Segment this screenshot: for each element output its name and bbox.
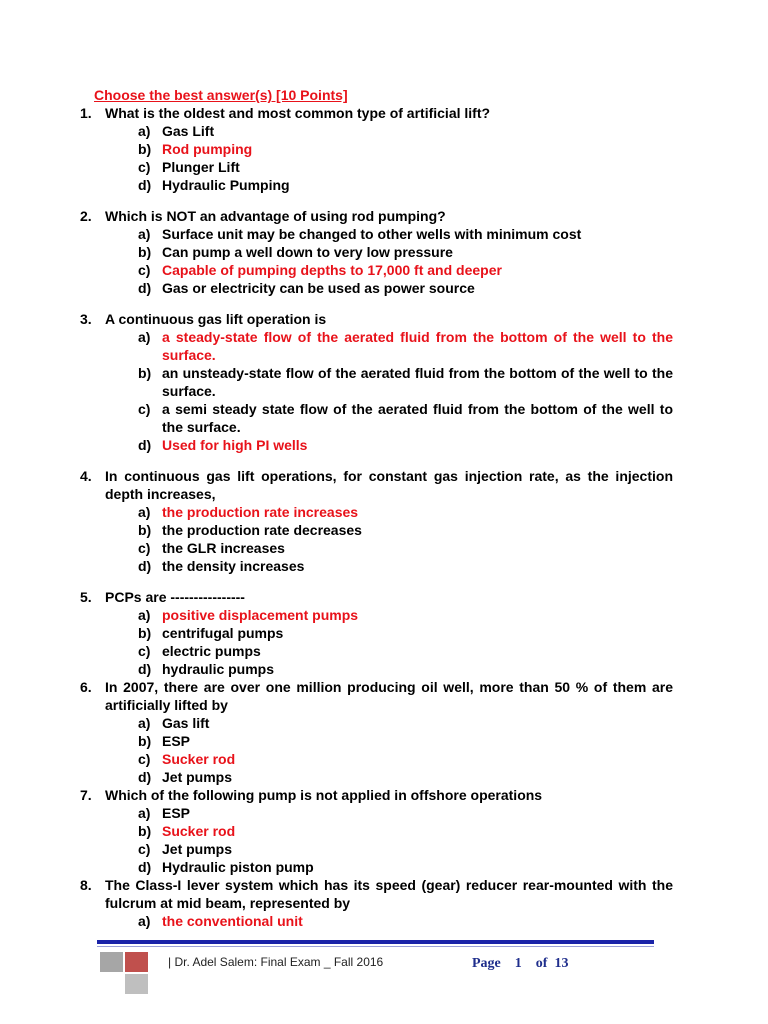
option xyxy=(0,539,673,557)
option xyxy=(0,858,673,876)
option-letter: d) xyxy=(138,769,152,785)
option-correct xyxy=(0,328,673,364)
option-letter: b) xyxy=(138,733,152,749)
option xyxy=(0,364,673,400)
question-text: Which is NOT an advantage of using rod pumping? xyxy=(105,208,446,224)
question-6 xyxy=(0,678,673,714)
question-number: 6. xyxy=(80,679,92,695)
option-letter: d) xyxy=(138,280,152,296)
question-5 xyxy=(0,588,673,606)
option-text: a semi steady state flow of the aerated fluid from the bottom of the well to the surface. xyxy=(162,401,673,435)
option-list xyxy=(0,804,768,876)
option xyxy=(0,624,673,642)
option-correct xyxy=(0,436,673,454)
option-text: the production rate decreases xyxy=(162,522,362,538)
option-text: Can pump a well down to very low pressure xyxy=(162,244,453,260)
option-text: Capable of pumping depths to 17,000 ft and deeper xyxy=(162,262,502,278)
option-text: electric pumps xyxy=(162,643,261,659)
option-correct xyxy=(0,503,673,521)
question-list xyxy=(0,104,768,930)
question-number: 7. xyxy=(80,787,92,803)
option-list xyxy=(0,503,768,575)
question-text: In 2007, there are over one million producing oil well, more than 50 % of them are artificially lifted by xyxy=(105,679,673,713)
option-text: Jet pumps xyxy=(162,841,233,857)
option-text: a steady-state flow of the aerated fluid from the bottom of the well to the surface. xyxy=(162,329,673,363)
question-text: Which of the following pump is not applied in offshore operations xyxy=(105,787,543,803)
option-letter: c) xyxy=(138,643,151,659)
question-text: PCPs are ---------------- xyxy=(105,589,245,605)
option-correct xyxy=(0,261,673,279)
option xyxy=(0,225,673,243)
option-letter: b) xyxy=(138,244,152,260)
option-text: Used for high PI wells xyxy=(162,437,308,453)
option xyxy=(0,660,673,678)
option-text: ESP xyxy=(162,805,191,821)
option-list xyxy=(0,714,768,786)
option-text: ESP xyxy=(162,733,191,749)
page-word: Page xyxy=(472,956,501,971)
option-list xyxy=(0,606,768,678)
option-text: the density increases xyxy=(162,558,305,574)
option xyxy=(0,279,673,297)
option xyxy=(0,122,673,140)
option-letter: b) xyxy=(138,823,152,839)
option-text: the GLR increases xyxy=(162,540,285,556)
option-text: Gas Lift xyxy=(162,123,215,139)
option-letter: c) xyxy=(138,841,151,857)
question-number: 4. xyxy=(80,468,92,484)
question-number: 1. xyxy=(80,105,92,121)
question-number: 8. xyxy=(80,877,92,893)
exam-page xyxy=(0,86,768,930)
option-letter: b) xyxy=(138,522,152,538)
option-text: positive displacement pumps xyxy=(162,607,359,623)
option-letter: b) xyxy=(138,365,152,381)
option-correct xyxy=(0,750,673,768)
option-text: Jet pumps xyxy=(162,769,233,785)
option-correct xyxy=(0,606,673,624)
option-list xyxy=(0,122,768,194)
option xyxy=(0,557,673,575)
page-of: of xyxy=(535,956,548,971)
question-8 xyxy=(0,876,673,912)
option-letter: a) xyxy=(138,607,151,623)
option-letter: b) xyxy=(138,625,152,641)
option-text: Gas or electricity can be used as power source xyxy=(162,280,475,296)
page-current: 1 xyxy=(514,956,522,971)
footer-square-red xyxy=(125,952,148,972)
question-3 xyxy=(0,310,673,328)
option-text: Surface unit may be changed to other wells with minimum cost xyxy=(162,226,582,242)
question-spacer xyxy=(0,575,768,588)
option-text: Rod pumping xyxy=(162,141,253,157)
option xyxy=(0,768,673,786)
question-2 xyxy=(0,207,673,225)
question-number: 2. xyxy=(80,208,92,224)
option-list xyxy=(0,225,768,297)
section-title: Choose the best answer(s) [10 Points] xyxy=(94,87,348,103)
option-letter: d) xyxy=(138,437,152,453)
option xyxy=(0,521,673,539)
footer-rule-thin xyxy=(97,946,654,947)
option-list xyxy=(0,912,768,930)
option xyxy=(0,840,673,858)
question-1 xyxy=(0,104,673,122)
question-4 xyxy=(0,467,673,503)
option xyxy=(0,400,673,436)
option-text: centrifugal pumps xyxy=(162,625,284,641)
question-text: In continuous gas lift operations, for constant gas injection rate, as the injection depth increases, xyxy=(105,468,673,502)
page-total: 13 xyxy=(554,956,569,971)
question-spacer xyxy=(0,454,768,467)
option xyxy=(0,243,673,261)
question-text: A continuous gas lift operation is xyxy=(105,311,327,327)
question-number: 3. xyxy=(80,311,92,327)
option-correct xyxy=(0,822,673,840)
page-number xyxy=(472,956,568,972)
option-text: Sucker rod xyxy=(162,751,236,767)
option-letter: a) xyxy=(138,226,151,242)
option-text: Sucker rod xyxy=(162,823,236,839)
option-list xyxy=(0,328,768,454)
option-text: an unsteady-state flow of the aerated fluid from the bottom of the well to the surface. xyxy=(162,365,673,399)
option-letter: a) xyxy=(138,123,151,139)
option-text: the conventional unit xyxy=(162,913,303,929)
question-7 xyxy=(0,786,673,804)
option xyxy=(0,158,673,176)
option xyxy=(0,714,673,732)
option-letter: c) xyxy=(138,159,151,175)
option-letter: a) xyxy=(138,329,151,345)
option-letter: d) xyxy=(138,859,152,875)
option xyxy=(0,804,673,822)
question-spacer xyxy=(0,194,768,207)
option-letter: c) xyxy=(138,540,151,556)
footer-author-exam: | Dr. Adel Salem: Final Exam _ Fall 2016 xyxy=(168,955,384,969)
footer-rule xyxy=(97,940,654,944)
option-letter: a) xyxy=(138,504,151,520)
option-letter: c) xyxy=(138,751,151,767)
option-text: Gas lift xyxy=(162,715,210,731)
option-text: hydraulic pumps xyxy=(162,661,275,677)
question-text: The Class-I lever system which has its speed (gear) reducer rear-mounted with the fulcrum at mid beam, represented by xyxy=(105,877,673,911)
option-letter: c) xyxy=(138,262,151,278)
option-text: Plunger Lift xyxy=(162,159,240,175)
option-letter: d) xyxy=(138,177,152,193)
question-text: What is the oldest and most common type of artificial lift? xyxy=(105,105,491,121)
footer-square-light xyxy=(125,974,148,994)
option-letter: c) xyxy=(138,401,151,417)
option-text: Hydraulic Pumping xyxy=(162,177,290,193)
option-letter: a) xyxy=(138,805,151,821)
option-letter: b) xyxy=(138,141,152,157)
option xyxy=(0,176,673,194)
question-spacer xyxy=(0,297,768,310)
option-correct xyxy=(0,912,673,930)
option-letter: d) xyxy=(138,661,152,677)
option xyxy=(0,732,673,750)
option-letter: a) xyxy=(138,715,151,731)
question-number: 5. xyxy=(80,589,92,605)
option-letter: d) xyxy=(138,558,152,574)
option-text: Hydraulic piston pump xyxy=(162,859,314,875)
option xyxy=(0,642,673,660)
option-text: the production rate increases xyxy=(162,504,359,520)
option-letter: a) xyxy=(138,913,151,929)
footer-square-grey xyxy=(100,952,123,972)
option-correct xyxy=(0,140,673,158)
